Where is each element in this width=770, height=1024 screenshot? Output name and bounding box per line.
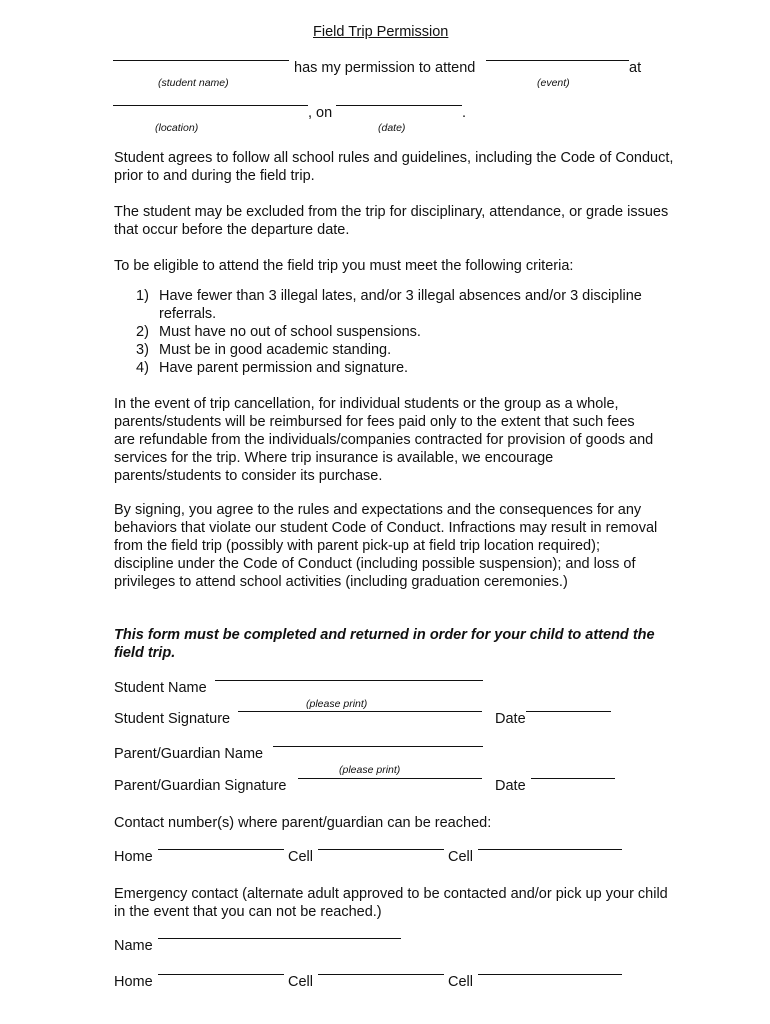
date-label: Date (495, 778, 526, 794)
emergency-cell-field[interactable] (318, 974, 444, 975)
cancellation-paragraph: In the event of trip cancellation, for individual students or the group as a whole, parents/students will be reimbursed for fees paid only to the extent that such fees are refundable from the individuals/companies contracted for provision of goods and services for the trip. Where trip insurance is available, we encourage parents/students to consider its purchase. (114, 396, 654, 484)
list-item: 1) Have fewer than 3 illegal lates, and/or 3 illegal absences and/or 3 discipline referrals. (136, 288, 642, 322)
on-text: , on (308, 105, 333, 121)
cell-phone-field-2[interactable] (478, 849, 622, 850)
date-label: Date (495, 711, 526, 727)
parent-name-label: Parent/Guardian Name (114, 746, 264, 762)
student-date-field[interactable] (526, 711, 611, 712)
rules-paragraph: Student agrees to follow all school rules and guidelines, including the Code of Conduct, prior to and during the field trip. (114, 150, 674, 184)
emergency-name-field[interactable] (158, 938, 401, 939)
home-phone-field[interactable] (158, 849, 284, 850)
emergency-name-label: Name (114, 938, 153, 954)
event-blank[interactable] (486, 60, 629, 61)
at-text: at (629, 60, 642, 76)
student-signature-label: Student Signature (114, 711, 231, 727)
cell-phone-field[interactable] (318, 849, 444, 850)
please-print-hint: (please print) (339, 764, 401, 776)
cell-label: Cell (448, 974, 473, 990)
list-item: 4) Have parent permission and signature. (136, 360, 409, 376)
criteria-list (136, 287, 656, 377)
signing-paragraph: By signing, you agree to the rules and expectations and the consequences for any behaviors that violate our student Code of Conduct. Infractions may result in removal from the field trip (possibly with parent pick-up at field trip location required); discipline under the Code of Conduct (including possible suspension); and loss of privileges to attend school activities (including graduation ceremonies.) (114, 502, 658, 590)
parent-signature-label: Parent/Guardian Signature (114, 778, 287, 794)
home-label: Home (114, 974, 153, 990)
period-text: . (462, 105, 467, 121)
emergency-home-field[interactable] (158, 974, 284, 975)
parent-name-field[interactable] (273, 746, 483, 747)
list-item: 2) Must have no out of school suspensions. (136, 324, 421, 340)
date-hint: (date) (378, 122, 406, 134)
date-blank[interactable] (336, 105, 462, 106)
list-item: 3) Must be in good academic standing. (136, 342, 392, 358)
parent-signature-field[interactable] (298, 778, 482, 779)
cell-label: Cell (288, 849, 313, 865)
cell-label: Cell (288, 974, 313, 990)
event-hint: (event) (537, 77, 570, 89)
permission-text: has my permission to attend (294, 60, 476, 76)
please-print-hint: (please print) (306, 698, 368, 710)
emergency-paragraph: Emergency contact (alternate adult approved to be contacted and/or pick up your child in the event that you can not be reached.) (114, 886, 668, 920)
student-signature-field[interactable] (238, 711, 482, 712)
criteria-intro: To be eligible to attend the field trip you must meet the following criteria: (114, 258, 574, 274)
student-name-hint: (student name) (158, 77, 229, 89)
return-notice: This form must be completed and returned in order for your child to attend the field trip. (114, 627, 655, 661)
student-name-field[interactable] (215, 680, 483, 681)
contact-intro: Contact number(s) where parent/guardian can be reached: (114, 815, 492, 831)
parent-date-field[interactable] (531, 778, 615, 779)
home-label: Home (114, 849, 153, 865)
page-title: Field Trip Permission (313, 24, 449, 40)
emergency-cell-field-2[interactable] (478, 974, 622, 975)
cell-label: Cell (448, 849, 473, 865)
student-name-label: Student Name (114, 680, 207, 696)
location-hint: (location) (155, 122, 199, 134)
exclusion-paragraph: The student may be excluded from the trip for disciplinary, attendance, or grade issues that occur before the departure date. (114, 204, 669, 238)
student-name-blank[interactable] (113, 60, 289, 61)
location-blank[interactable] (113, 105, 308, 106)
